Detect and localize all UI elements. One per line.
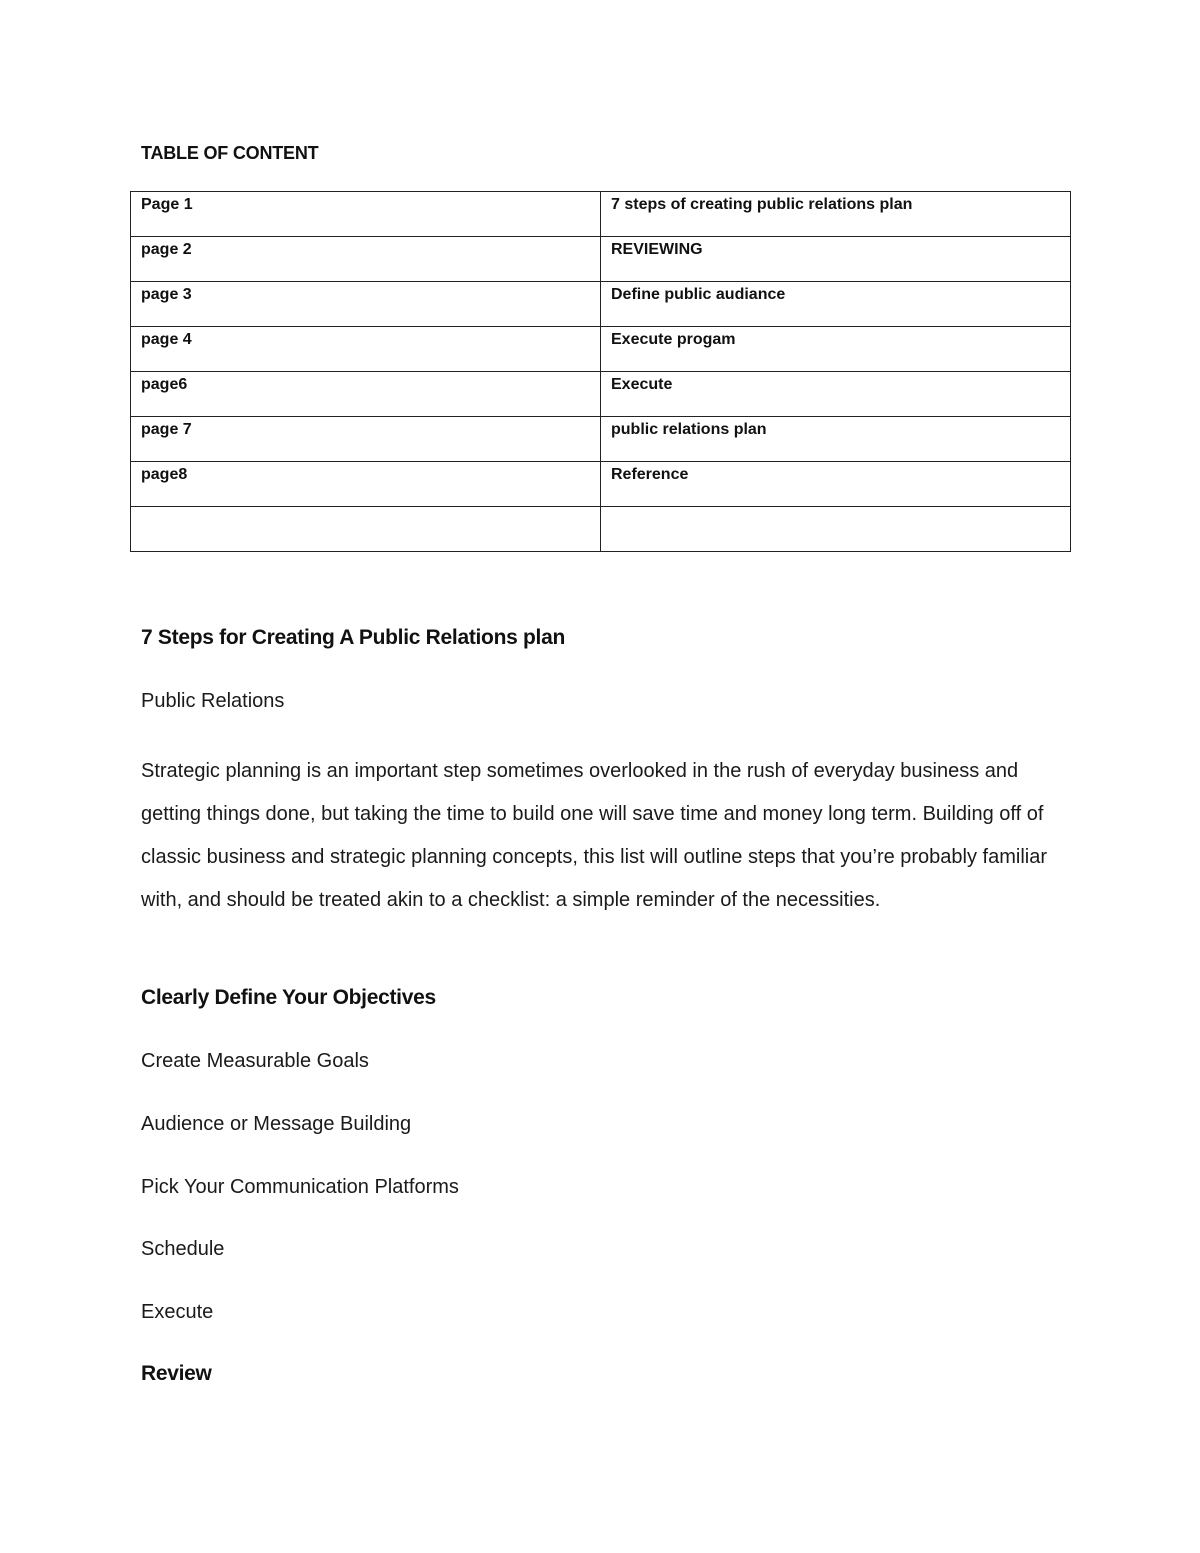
toc-heading: TABLE OF CONTENT — [141, 143, 319, 163]
toc-title-cell: REVIEWING — [601, 237, 1071, 282]
toc-row — [131, 417, 1071, 462]
toc-page-cell: page 4 — [131, 327, 601, 372]
step-item: Audience or Message Building — [141, 1113, 412, 1135]
subtitle: Public Relations — [141, 690, 285, 712]
intro-paragraph: Strategic planning is an important step sometimes overlooked in the rush of everyday business and getting things done, but taking the time to build one will save time and money long term. Building off of classic business and strategic planning concepts, this list will outline steps that you’re probably familiar with, and should be treated akin to a checklist: a simple reminder of the necessities. — [141, 760, 1048, 911]
toc-row — [131, 327, 1071, 372]
toc-title-cell: Execute progam — [601, 327, 1071, 372]
toc-row — [131, 372, 1071, 417]
toc-table — [130, 191, 1071, 552]
toc-title-cell: public relations plan — [601, 417, 1071, 462]
toc-row — [131, 282, 1071, 327]
toc-row-empty — [131, 507, 1071, 552]
toc-title-cell: Reference — [601, 462, 1071, 507]
main-title: 7 Steps for Creating A Public Relations plan — [141, 626, 565, 649]
toc-row — [131, 462, 1071, 507]
step-item: Create Measurable Goals — [141, 1050, 369, 1072]
step-item: Execute — [141, 1301, 214, 1323]
toc-page-cell — [131, 507, 601, 552]
toc-page-cell: page 7 — [131, 417, 601, 462]
step-item: Pick Your Communication Platforms — [141, 1176, 459, 1198]
step-item: Schedule — [141, 1238, 225, 1260]
toc-title-cell: Execute — [601, 372, 1071, 417]
toc-title-cell — [601, 507, 1071, 552]
toc-page-cell: page 2 — [131, 237, 601, 282]
toc-title-cell: 7 steps of creating public relations plan — [601, 192, 1071, 237]
toc-page-cell: page6 — [131, 372, 601, 417]
review-heading: Review — [141, 1362, 212, 1385]
toc-page-cell: Page 1 — [131, 192, 601, 237]
toc-page-cell: page 3 — [131, 282, 601, 327]
toc-row — [131, 237, 1071, 282]
toc-page-cell: page8 — [131, 462, 601, 507]
toc-row — [131, 192, 1071, 237]
objectives-heading: Clearly Define Your Objectives — [141, 986, 436, 1009]
toc-title-cell: Define public audiance — [601, 282, 1071, 327]
